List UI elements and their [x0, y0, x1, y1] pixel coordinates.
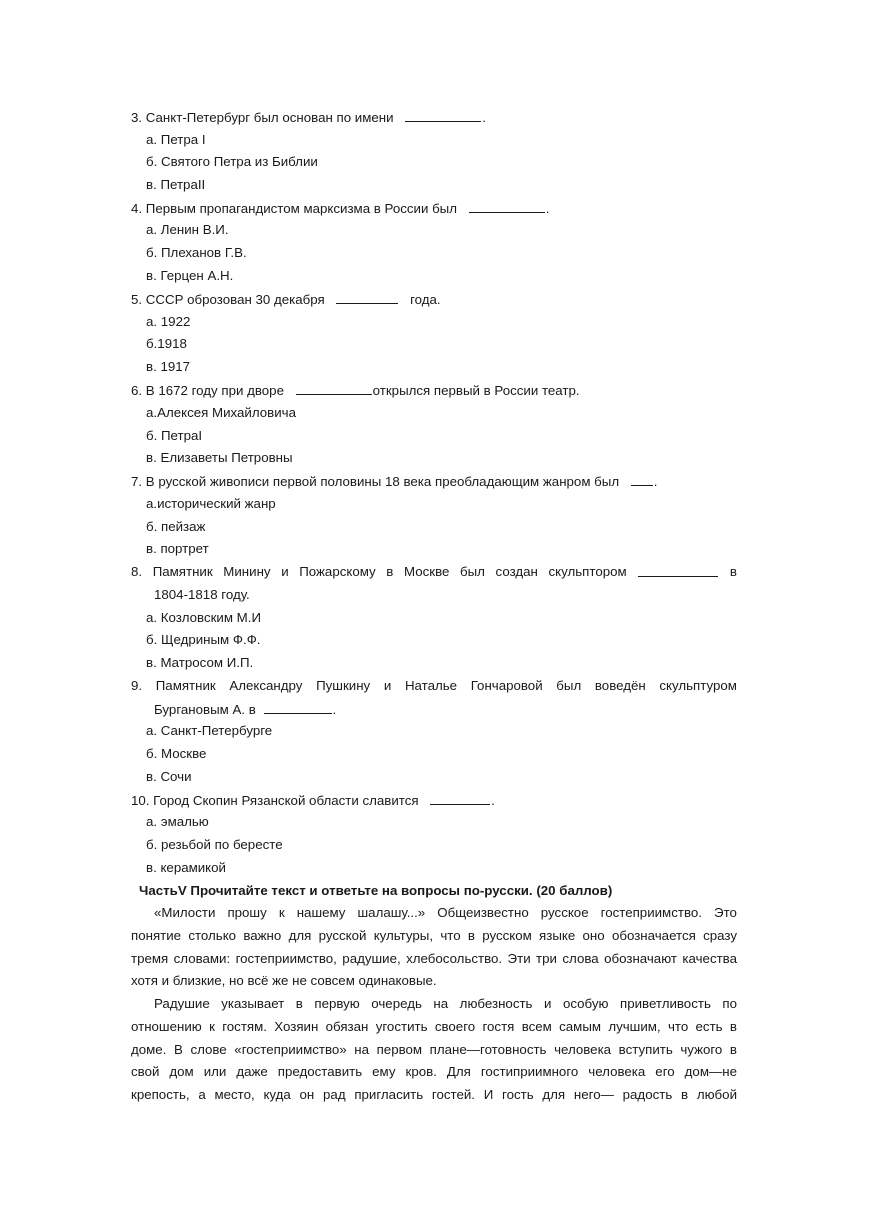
text-word: к [278, 905, 285, 920]
stem-word: Памятник [152, 564, 213, 579]
question-4 [131, 198, 549, 218]
option-a: а.Алексея Михайловича [146, 405, 296, 420]
option-c: в. Герцен А.Н. [146, 268, 234, 283]
section-heading: ЧастьV Прочитайте текст и ответьте на вопросы по-русски. (20 баллов) [139, 883, 613, 898]
option-a: а.исторический жанр [146, 496, 276, 511]
text-word: русское [540, 905, 589, 920]
question-3-stem: 3. Санкт-Петербург был основан по имени [131, 110, 394, 125]
text-word: шалашу...» [357, 905, 426, 920]
stem-word: Пожарскому [299, 564, 376, 579]
question-7-after: . [653, 474, 658, 489]
text-word: Это [714, 905, 737, 920]
option-a: а. Козловским М.И [146, 610, 261, 625]
question-6-stem: 6. В 1672 году при дворе [131, 383, 284, 398]
option-c: в. портрет [146, 541, 209, 556]
question-10-stem: 10. Город Скопин Рязанской области славится [131, 793, 419, 808]
stem-word: Минину [223, 564, 271, 579]
answer-blank [638, 562, 718, 577]
stem-word: скульптуром [659, 678, 737, 693]
question-5-stem: 5. СССР оброзован 30 декабря [131, 292, 325, 307]
question-9-continuation [154, 699, 336, 719]
option-b: б.1918 [146, 336, 187, 351]
stem-word: Памятник [155, 678, 216, 693]
text-word: нашему [296, 905, 346, 920]
paragraph-1 [131, 902, 737, 993]
question-9 [131, 676, 737, 696]
question-5 [131, 289, 441, 309]
answer-blank [430, 790, 490, 805]
paragraph-line: понятие столько важно для русской культуры, что в русском языке оно обозначается сразу [131, 927, 737, 943]
option-b: б. ПетраI [146, 428, 203, 443]
question-10 [131, 790, 495, 810]
stem-word: создан [495, 564, 538, 579]
question-6-after: открылся первый в России театр. [372, 383, 580, 398]
option-b: б. резьбой по бересте [146, 837, 283, 852]
question-10-after: . [491, 793, 495, 808]
stem-word: Александру [229, 678, 303, 693]
question-9-after: . [332, 702, 337, 717]
question-6 [131, 380, 580, 400]
stem-word: Наталье [404, 678, 458, 693]
stem-word: Пушкину [316, 678, 371, 693]
option-c: в. ПетраII [146, 177, 206, 192]
question-7 [131, 471, 658, 491]
paragraph-line: свой дом или даже предоставить ему кров. Для гостиприимного человека его дом—не [131, 1064, 737, 1080]
paragraph-line: тремя словами: гостеприимство, радушие, хлебосольство. Эти три слова обозначают качества [131, 950, 737, 966]
stem-word: Москве [403, 564, 450, 579]
question-5-after: года. [410, 292, 441, 307]
paragraph-line [131, 902, 737, 925]
option-c: в. 1917 [146, 359, 191, 374]
option-a: а. 1922 [146, 314, 191, 329]
option-c: в. Елизаветы Петровны [146, 450, 293, 465]
answer-blank [296, 380, 372, 395]
option-b: б. Щедриным Ф.Ф. [146, 632, 261, 647]
answer-blank [469, 198, 545, 213]
stem-word: 9. [131, 678, 143, 693]
paragraph-2 [131, 993, 737, 1107]
answer-blank [264, 699, 332, 714]
option-a: а. эмалью [146, 814, 209, 829]
stem-word: и [383, 678, 392, 693]
text-word: Общеизвестно [437, 905, 529, 920]
stem-word: воведён [594, 678, 646, 693]
stem-word: был [460, 564, 485, 579]
text-word: «Милости [154, 905, 216, 920]
stem-word: был [556, 678, 582, 693]
option-a: а. Петра I [146, 132, 206, 147]
question-4-after: . [545, 201, 550, 216]
question-8-continuation: 1804-1818 году. [154, 587, 250, 602]
paragraph-line: хотя и близкие, но всё же не совсем одинаковые. [131, 973, 437, 989]
question-4-stem: 4. Первым пропагандистом марксизма в России был [131, 201, 457, 216]
stem-word: 8. [131, 564, 143, 579]
question-7-stem: 7. В русской живописи первой половины 18 века преобладающим жанром был [131, 474, 620, 489]
option-a: а. Ленин В.И. [146, 222, 229, 237]
option-c: в. Матросом И.П. [146, 655, 254, 670]
answer-blank [631, 471, 653, 486]
answer-blank [405, 107, 481, 122]
answer-blank [336, 289, 398, 304]
question-8-after: в [729, 564, 737, 579]
option-c: в. Сочи [146, 769, 192, 784]
paragraph-line: Радушие указывает в первую очередь на любезность и особую приветливость по [154, 996, 737, 1011]
option-b: б. Святого Петра из Библии [146, 154, 318, 169]
option-b: б. Москве [146, 746, 207, 761]
option-b: б. пейзаж [146, 519, 206, 534]
option-a: а. Санкт-Петербурге [146, 723, 273, 738]
paragraph-line: крепость, а место, куда он рад пригласить гостей. И гость для него— радость в любой [131, 1087, 737, 1103]
text-word: гостеприимство. [600, 905, 702, 920]
stem-word: в [386, 564, 394, 579]
paragraph-line: доме. В слове «гостеприимство» на первом плане—готовность человека вступить чужого в [131, 1041, 737, 1057]
stem-word: Гончаровой [470, 678, 543, 693]
paragraph-line: отношению к гостям. Хозяин обязан угостить своего гостя всем самым лучшим, что есть в [131, 1018, 737, 1034]
question-3 [131, 107, 486, 127]
option-c: в. керамикой [146, 860, 226, 875]
text-word: прошу [227, 905, 267, 920]
question-8 [131, 562, 737, 582]
stem-word: и [281, 564, 289, 579]
question-9-continuation-text: Бургановым А. в [154, 702, 256, 717]
question-3-after: . [482, 110, 486, 125]
option-b: б. Плеханов Г.В. [146, 245, 247, 260]
stem-word: скульптором [548, 564, 627, 579]
